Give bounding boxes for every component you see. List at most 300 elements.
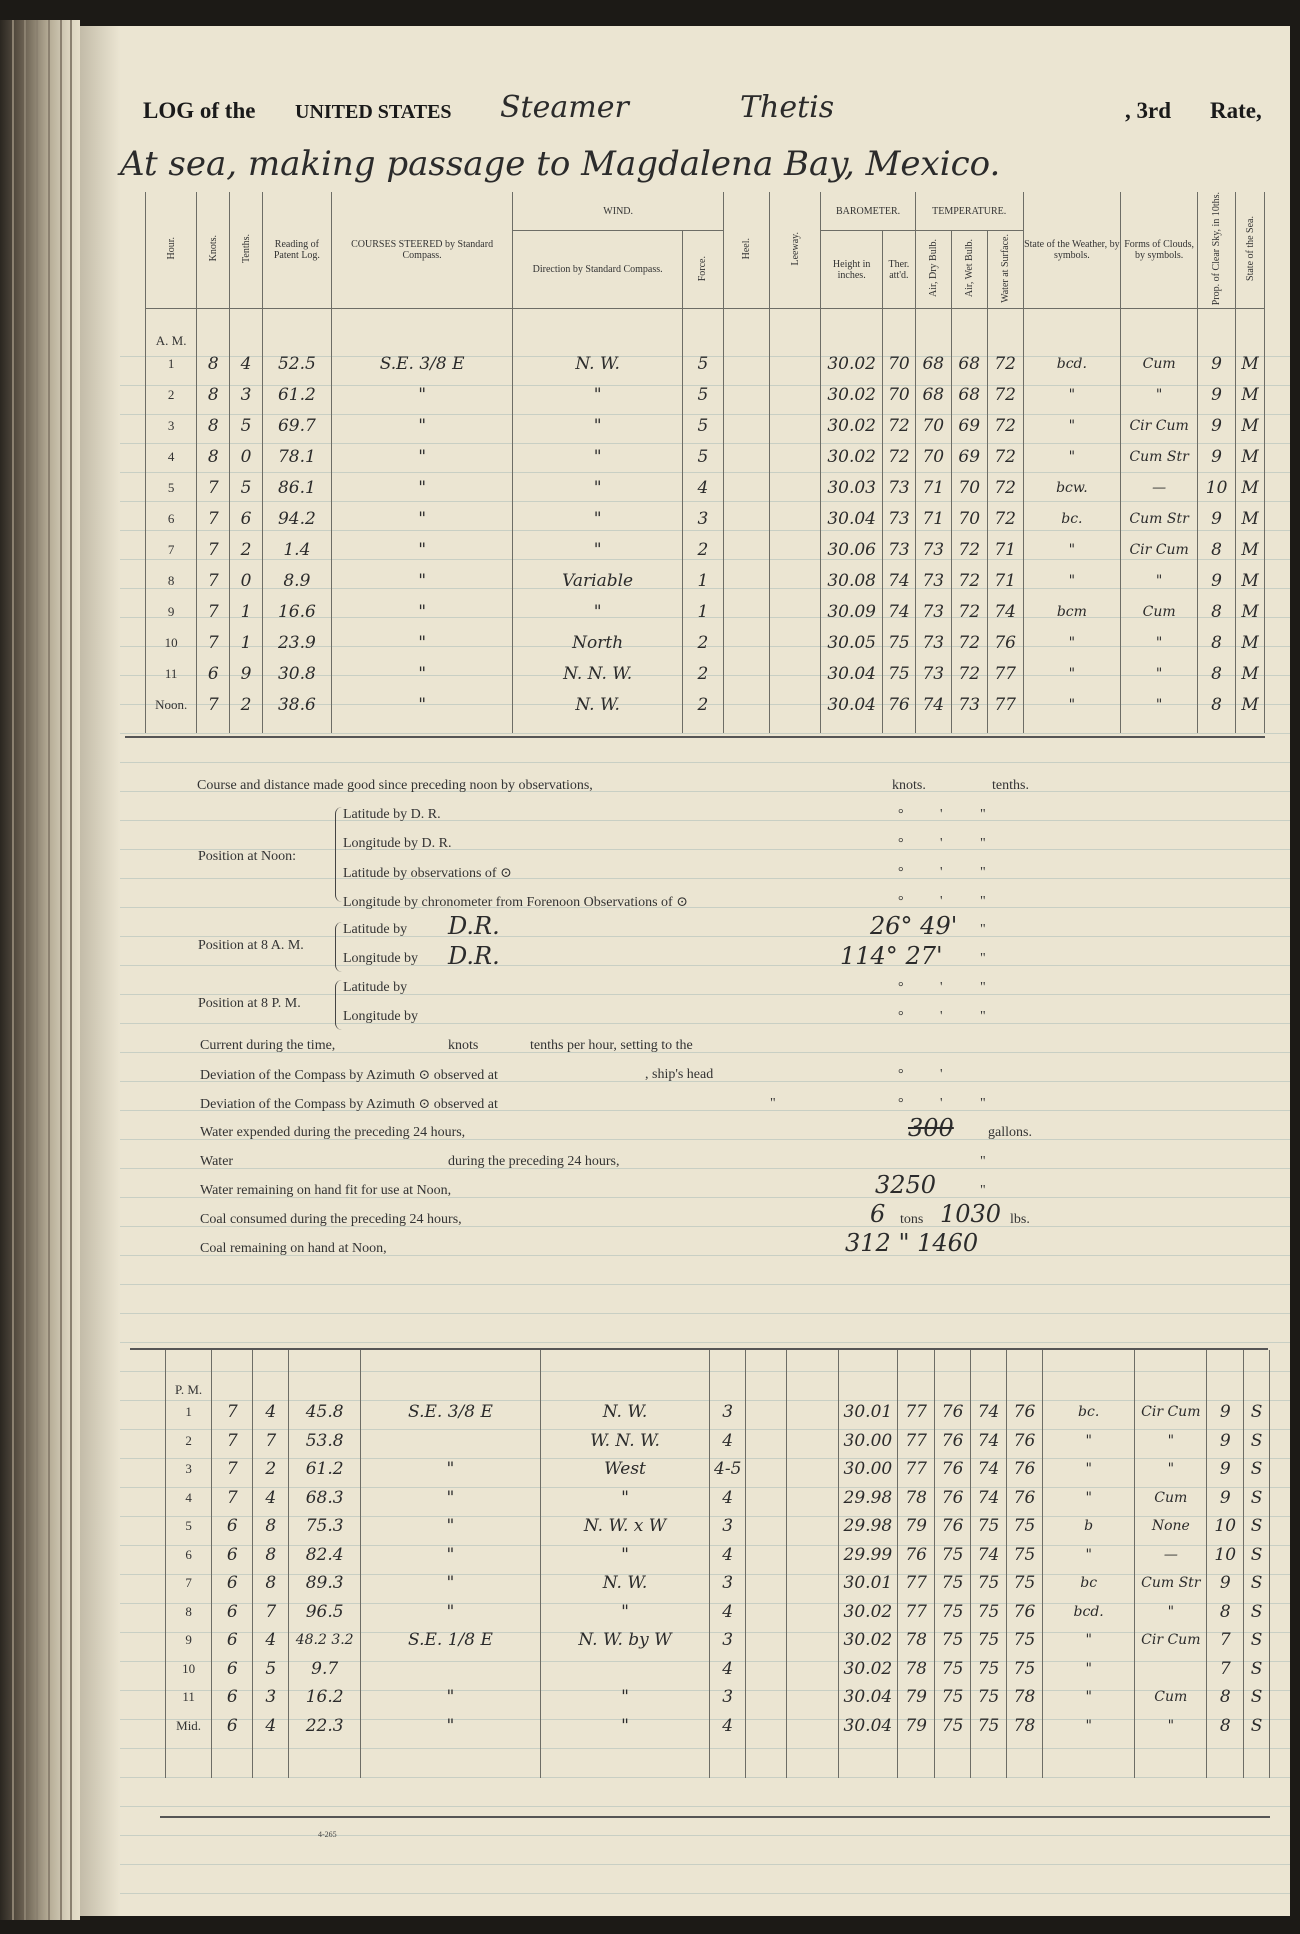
cell-ther: 78 bbox=[898, 1484, 935, 1513]
unit-mark: " bbox=[980, 922, 986, 937]
cell-dry: 73 bbox=[915, 628, 951, 659]
cell-baro: 30.03 bbox=[821, 473, 883, 504]
cell-wind-dir: " bbox=[513, 504, 682, 535]
col-wind-direction: Direction by Standard Compass. bbox=[513, 231, 682, 309]
cell-wind-dir: N. N. W. bbox=[513, 659, 682, 690]
am-table-bottom-rule bbox=[125, 736, 1265, 738]
cell-sky: 9 bbox=[1198, 349, 1236, 380]
cell-leeway bbox=[787, 1655, 838, 1684]
cell-force: 3 bbox=[710, 1569, 746, 1598]
cell-tenths: 4 bbox=[253, 1626, 289, 1655]
cell-force: 3 bbox=[682, 504, 723, 535]
cell-sea: M bbox=[1236, 535, 1265, 566]
cell-knots: 7 bbox=[197, 535, 230, 566]
cell-tenths: 8 bbox=[253, 1512, 289, 1541]
ruled-line bbox=[120, 1342, 1290, 1343]
cell-tenths: 3 bbox=[253, 1683, 289, 1712]
col-leeway: Leeway. bbox=[770, 192, 821, 309]
cell-log: 8.9 bbox=[263, 566, 332, 597]
cell-course bbox=[361, 1427, 541, 1456]
knots-label: knots. bbox=[892, 778, 926, 793]
cell-hour: 7 bbox=[166, 1569, 212, 1598]
cell-ther: 73 bbox=[882, 504, 915, 535]
cell-heel bbox=[746, 1683, 787, 1712]
table-row bbox=[146, 442, 1265, 473]
cell-water: 78 bbox=[1007, 1712, 1043, 1741]
current-knots-label: knots bbox=[448, 1038, 479, 1053]
cell-heel bbox=[723, 411, 769, 442]
table-row bbox=[166, 1683, 1270, 1712]
cell-tenths: 5 bbox=[230, 473, 263, 504]
col-tenths: Tenths. bbox=[230, 192, 263, 309]
cell-dry: 74 bbox=[915, 690, 951, 721]
cell-sea: S bbox=[1244, 1683, 1270, 1712]
cell-clouds: " bbox=[1121, 380, 1198, 411]
cell-hour: 9 bbox=[166, 1626, 212, 1655]
cell-baro: 30.01 bbox=[838, 1569, 898, 1598]
cell-dry: 76 bbox=[935, 1427, 971, 1456]
cell-weather: " bbox=[1023, 566, 1121, 597]
cell-sky: 10 bbox=[1207, 1541, 1244, 1570]
ruled-line bbox=[120, 1893, 1290, 1894]
cell-knots: 8 bbox=[197, 442, 230, 473]
lat-by-8am-label: Latitude by bbox=[343, 922, 408, 937]
position-8am-label: Position at 8 A. M. bbox=[198, 938, 304, 953]
cell-dry: 75 bbox=[935, 1683, 971, 1712]
cell-leeway bbox=[787, 1484, 838, 1513]
lat-8am-value: 26° 49' bbox=[870, 912, 958, 940]
cell-leeway bbox=[787, 1541, 838, 1570]
cell-ther: 73 bbox=[882, 473, 915, 504]
book-spine bbox=[0, 20, 80, 1920]
cell-sky: 9 bbox=[1207, 1427, 1244, 1456]
cell-heel bbox=[746, 1427, 787, 1456]
cell-hour: 9 bbox=[146, 597, 197, 628]
cell-baro: 30.04 bbox=[821, 504, 883, 535]
cell-force: 2 bbox=[682, 535, 723, 566]
ditto-mark: " bbox=[980, 1154, 986, 1169]
cell-force: 1 bbox=[682, 597, 723, 628]
cell-sky: 9 bbox=[1198, 504, 1236, 535]
cell-sky: 9 bbox=[1207, 1484, 1244, 1513]
cell-leeway bbox=[770, 535, 821, 566]
cell-weather: " bbox=[1023, 535, 1121, 566]
ruled-line bbox=[120, 1313, 1290, 1314]
cell-wet: 74 bbox=[971, 1398, 1007, 1427]
table-row bbox=[146, 597, 1265, 628]
cell-tenths: 4 bbox=[230, 349, 263, 380]
cell-heel bbox=[723, 380, 769, 411]
cell-sea: S bbox=[1244, 1598, 1270, 1627]
cell-ther: 77 bbox=[898, 1427, 935, 1456]
cell-tenths: 7 bbox=[253, 1598, 289, 1627]
cell-hour: 10 bbox=[146, 628, 197, 659]
cell-hour: 4 bbox=[146, 442, 197, 473]
cell-sea: S bbox=[1244, 1484, 1270, 1513]
cell-clouds: — bbox=[1121, 473, 1198, 504]
unit-mark: ' bbox=[940, 1096, 943, 1111]
cell-wet: 75 bbox=[971, 1655, 1007, 1684]
cell-sky: 9 bbox=[1207, 1455, 1244, 1484]
cell-hour: 11 bbox=[166, 1683, 212, 1712]
cell-tenths: 4 bbox=[253, 1484, 289, 1513]
cell-wind-dir: " bbox=[540, 1598, 709, 1627]
col-baro-ther: Ther. att'd. bbox=[882, 231, 915, 309]
col-hour: Hour. bbox=[146, 192, 197, 309]
cell-weather: b bbox=[1042, 1512, 1134, 1541]
cell-leeway bbox=[787, 1683, 838, 1712]
cell-clouds: Cum bbox=[1135, 1484, 1207, 1513]
cell-tenths: 1 bbox=[230, 597, 263, 628]
unit-mark: " bbox=[980, 894, 986, 909]
cell-hour: 6 bbox=[146, 504, 197, 535]
cell-ther: 78 bbox=[898, 1655, 935, 1684]
cell-sky: 10 bbox=[1198, 473, 1236, 504]
cell-dry: 68 bbox=[915, 349, 951, 380]
cell-sky: 8 bbox=[1207, 1712, 1244, 1741]
cell-sky: 7 bbox=[1207, 1626, 1244, 1655]
cell-knots: 7 bbox=[212, 1427, 253, 1456]
unit-mark: ° bbox=[898, 980, 904, 995]
cell-tenths: 9 bbox=[230, 659, 263, 690]
table-row bbox=[146, 380, 1265, 411]
cell-sky: 8 bbox=[1198, 597, 1236, 628]
cell-force: 5 bbox=[682, 349, 723, 380]
cell-weather: " bbox=[1042, 1626, 1134, 1655]
cell-wind-dir: " bbox=[513, 442, 682, 473]
coal-tons-value: 6 bbox=[870, 1200, 886, 1228]
cell-log: 1.4 bbox=[263, 535, 332, 566]
unit-mark: ' bbox=[940, 807, 943, 822]
cell-water: 72 bbox=[987, 411, 1023, 442]
cell-course: " bbox=[361, 1598, 541, 1627]
unit-mark: " bbox=[980, 1096, 986, 1111]
ruled-line bbox=[120, 762, 1290, 763]
current-tenths-label: tenths per hour, setting to the bbox=[530, 1038, 693, 1053]
coal-consumed-label: Coal consumed during the preceding 24 hours, bbox=[200, 1212, 462, 1227]
cell-hour: 8 bbox=[146, 566, 197, 597]
unit-mark: " bbox=[980, 865, 986, 880]
cell-ther: 73 bbox=[882, 535, 915, 566]
ruled-line bbox=[120, 878, 1290, 879]
cell-heel bbox=[723, 473, 769, 504]
cell-sky: 8 bbox=[1198, 535, 1236, 566]
cell-heel bbox=[723, 566, 769, 597]
water-remaining-label: Water remaining on hand fit for use at Noon, bbox=[200, 1183, 452, 1198]
cell-hour: 6 bbox=[166, 1541, 212, 1570]
cell-weather: " bbox=[1023, 442, 1121, 473]
cell-water: 72 bbox=[987, 473, 1023, 504]
col-knots: Knots. bbox=[197, 192, 230, 309]
cell-sea: S bbox=[1244, 1455, 1270, 1484]
cell-knots: 7 bbox=[197, 628, 230, 659]
cell-baro: 30.08 bbox=[821, 566, 883, 597]
ruled-line bbox=[120, 820, 1290, 821]
col-barometer: BAROMETER. bbox=[821, 192, 915, 231]
cell-sea: M bbox=[1236, 566, 1265, 597]
cell-clouds: Cum bbox=[1121, 597, 1198, 628]
cell-heel bbox=[723, 349, 769, 380]
cell-wind-dir: N. W. x W bbox=[540, 1512, 709, 1541]
cell-tenths: 4 bbox=[253, 1712, 289, 1741]
am-label: A. M. bbox=[146, 309, 197, 349]
cell-wet: 69 bbox=[951, 442, 987, 473]
cell-heel bbox=[746, 1455, 787, 1484]
cell-log: 96.5 bbox=[289, 1598, 361, 1627]
cell-course: S.E. 1/8 E bbox=[361, 1626, 541, 1655]
unit-mark: " bbox=[980, 807, 986, 822]
cell-baro: 30.02 bbox=[821, 442, 883, 473]
cell-sky: 9 bbox=[1198, 380, 1236, 411]
cell-course: " bbox=[361, 1569, 541, 1598]
cell-dry: 70 bbox=[915, 442, 951, 473]
cell-knots: 6 bbox=[212, 1626, 253, 1655]
cell-force: 4 bbox=[710, 1427, 746, 1456]
cell-heel bbox=[723, 628, 769, 659]
ships-head-label: , ship's head bbox=[645, 1067, 714, 1082]
cell-clouds: None bbox=[1135, 1512, 1207, 1541]
cell-leeway bbox=[770, 504, 821, 535]
cell-log: 69.7 bbox=[263, 411, 332, 442]
cell-wind-dir: " bbox=[513, 411, 682, 442]
cell-water: 75 bbox=[1007, 1541, 1043, 1570]
cell-hour: 11 bbox=[146, 659, 197, 690]
cell-heel bbox=[746, 1598, 787, 1627]
cell-knots: 6 bbox=[212, 1712, 253, 1741]
cell-leeway bbox=[770, 628, 821, 659]
cell-weather: " bbox=[1023, 628, 1121, 659]
cell-course: " bbox=[331, 473, 513, 504]
unit-mark: ° bbox=[898, 1009, 904, 1024]
cell-knots: 8 bbox=[197, 349, 230, 380]
cell-heel bbox=[723, 690, 769, 721]
cell-wet: 75 bbox=[971, 1512, 1007, 1541]
cell-dry: 75 bbox=[935, 1626, 971, 1655]
current-label: Current during the time, bbox=[200, 1038, 336, 1053]
cell-heel bbox=[746, 1512, 787, 1541]
cell-leeway bbox=[787, 1427, 838, 1456]
cell-log: 78.1 bbox=[263, 442, 332, 473]
unit-mark: ° bbox=[898, 1067, 904, 1082]
cell-baro: 30.02 bbox=[821, 380, 883, 411]
cell-heel bbox=[746, 1569, 787, 1598]
cell-heel bbox=[746, 1626, 787, 1655]
cell-knots: 7 bbox=[197, 690, 230, 721]
cell-sea: S bbox=[1244, 1541, 1270, 1570]
cell-wet: 72 bbox=[951, 566, 987, 597]
cell-sky: 9 bbox=[1207, 1569, 1244, 1598]
cell-water: 71 bbox=[987, 566, 1023, 597]
cell-force: 3 bbox=[710, 1683, 746, 1712]
position-noon-brace bbox=[335, 807, 342, 902]
tenths-label: tenths. bbox=[992, 778, 1029, 793]
ditto-mark: " bbox=[980, 1183, 986, 1198]
col-temperature: TEMPERATURE. bbox=[915, 192, 1023, 231]
cell-baro: 29.98 bbox=[838, 1512, 898, 1541]
cell-dry: 68 bbox=[915, 380, 951, 411]
cell-course: " bbox=[361, 1455, 541, 1484]
cell-wet: 70 bbox=[951, 504, 987, 535]
cell-dry: 73 bbox=[915, 535, 951, 566]
cell-sea: S bbox=[1244, 1427, 1270, 1456]
cell-water: 75 bbox=[1007, 1626, 1043, 1655]
cell-sea: M bbox=[1236, 690, 1265, 721]
cell-hour: 3 bbox=[146, 411, 197, 442]
cell-log: 61.2 bbox=[263, 380, 332, 411]
cell-hour: 1 bbox=[166, 1398, 212, 1427]
cell-tenths: 2 bbox=[230, 690, 263, 721]
cell-water: 75 bbox=[1007, 1512, 1043, 1541]
cell-wind-dir: " bbox=[513, 380, 682, 411]
cell-wet: 74 bbox=[971, 1541, 1007, 1570]
cell-clouds: " bbox=[1135, 1712, 1207, 1741]
cell-ther: 72 bbox=[882, 442, 915, 473]
cell-weather: " bbox=[1023, 690, 1121, 721]
cell-dry: 75 bbox=[935, 1569, 971, 1598]
cell-sky: 9 bbox=[1198, 566, 1236, 597]
cell-tenths: 4 bbox=[253, 1398, 289, 1427]
table-row bbox=[146, 628, 1265, 659]
cell-water: 75 bbox=[1007, 1655, 1043, 1684]
cell-force: 3 bbox=[710, 1398, 746, 1427]
table-row bbox=[146, 535, 1265, 566]
cell-weather: " bbox=[1042, 1484, 1134, 1513]
cell-weather: " bbox=[1023, 411, 1121, 442]
cell-course: " bbox=[331, 411, 513, 442]
lat-obs-label: Latitude by observations of ⊙ bbox=[343, 866, 512, 881]
cell-wind-dir: Variable bbox=[513, 566, 682, 597]
cell-heel bbox=[746, 1541, 787, 1570]
cell-force: 2 bbox=[682, 690, 723, 721]
cell-sky: 8 bbox=[1207, 1598, 1244, 1627]
cell-dry: 75 bbox=[935, 1655, 971, 1684]
cell-ther: 74 bbox=[882, 597, 915, 628]
cell-hour: 8 bbox=[166, 1598, 212, 1627]
cell-weather: bcd. bbox=[1023, 349, 1121, 380]
cell-log: 75.3 bbox=[289, 1512, 361, 1541]
cell-clouds: — bbox=[1135, 1541, 1207, 1570]
cell-dry: 76 bbox=[935, 1398, 971, 1427]
cell-sea: M bbox=[1236, 349, 1265, 380]
cell-water: 76 bbox=[1007, 1455, 1043, 1484]
cell-force: 4 bbox=[710, 1484, 746, 1513]
ruled-line bbox=[120, 733, 1290, 734]
cell-wet: 74 bbox=[971, 1455, 1007, 1484]
cell-sea: M bbox=[1236, 597, 1265, 628]
unit-mark: ' bbox=[940, 1067, 943, 1082]
vessel-name: Thetis bbox=[740, 90, 835, 125]
cell-wet: 75 bbox=[971, 1598, 1007, 1627]
cell-clouds: Cir Cum bbox=[1121, 535, 1198, 566]
cell-sea: M bbox=[1236, 473, 1265, 504]
cell-course: " bbox=[331, 690, 513, 721]
log-page bbox=[80, 26, 1290, 1916]
cell-wet: 74 bbox=[971, 1484, 1007, 1513]
cell-tenths: 5 bbox=[230, 411, 263, 442]
cell-leeway bbox=[770, 380, 821, 411]
table-row bbox=[166, 1427, 1270, 1456]
cell-water: 76 bbox=[987, 628, 1023, 659]
cell-force: 5 bbox=[682, 380, 723, 411]
cell-clouds bbox=[1135, 1655, 1207, 1684]
cell-baro: 30.09 bbox=[821, 597, 883, 628]
cell-baro: 30.04 bbox=[838, 1712, 898, 1741]
cell-course: " bbox=[331, 535, 513, 566]
col-air-dry: Air, Dry Bulb. bbox=[915, 231, 951, 309]
table-row bbox=[166, 1712, 1270, 1741]
cell-sea: S bbox=[1244, 1398, 1270, 1427]
cell-clouds: Cum Str bbox=[1135, 1569, 1207, 1598]
lat-by-8pm-label: Latitude by bbox=[343, 980, 408, 995]
cell-clouds: " bbox=[1121, 628, 1198, 659]
cell-knots: 6 bbox=[197, 659, 230, 690]
cell-force: 4-5 bbox=[710, 1455, 746, 1484]
cell-tenths: 0 bbox=[230, 442, 263, 473]
cell-course: " bbox=[331, 566, 513, 597]
cell-heel bbox=[723, 504, 769, 535]
cell-hour: 3 bbox=[166, 1455, 212, 1484]
cell-wet: 69 bbox=[951, 411, 987, 442]
cell-ther: 75 bbox=[882, 628, 915, 659]
cell-sky: 8 bbox=[1198, 628, 1236, 659]
cell-water: 72 bbox=[987, 442, 1023, 473]
cell-course: S.E. 3/8 E bbox=[331, 349, 513, 380]
unit-mark: ' bbox=[940, 865, 943, 880]
cell-wet: 75 bbox=[971, 1626, 1007, 1655]
pm-table-bottom-rule bbox=[160, 1816, 1270, 1818]
deviation-2-label: Deviation of the Compass by Azimuth ⊙ observed at bbox=[200, 1097, 498, 1112]
cell-sky: 8 bbox=[1207, 1683, 1244, 1712]
cell-ther: 77 bbox=[898, 1398, 935, 1427]
cell-ther: 77 bbox=[898, 1569, 935, 1598]
cell-knots: 6 bbox=[212, 1512, 253, 1541]
cell-course: " bbox=[361, 1683, 541, 1712]
table-row bbox=[146, 504, 1265, 535]
water-remaining-value: 3250 bbox=[875, 1171, 937, 1199]
cell-tenths: 6 bbox=[230, 504, 263, 535]
table-row bbox=[166, 1655, 1270, 1684]
cell-weather: bc. bbox=[1023, 504, 1121, 535]
cell-leeway bbox=[787, 1455, 838, 1484]
cell-water: 72 bbox=[987, 504, 1023, 535]
table-row bbox=[166, 1398, 1270, 1427]
ruled-line bbox=[120, 1023, 1290, 1024]
cell-weather: " bbox=[1042, 1712, 1134, 1741]
col-baro-height: Height in inches. bbox=[821, 231, 883, 309]
cell-sea: S bbox=[1244, 1512, 1270, 1541]
lat-dr-label: Latitude by D. R. bbox=[343, 807, 441, 822]
ruled-line bbox=[120, 965, 1290, 966]
cell-sea: M bbox=[1236, 442, 1265, 473]
cell-course: " bbox=[361, 1484, 541, 1513]
cell-wind-dir bbox=[540, 1655, 709, 1684]
cell-wind-dir: " bbox=[540, 1712, 709, 1741]
cell-leeway bbox=[770, 690, 821, 721]
cell-ther: 75 bbox=[882, 659, 915, 690]
cell-leeway bbox=[787, 1712, 838, 1741]
cell-log: 68.3 bbox=[289, 1484, 361, 1513]
cell-sky: 9 bbox=[1198, 442, 1236, 473]
cell-baro: 30.02 bbox=[838, 1655, 898, 1684]
vessel-type: Steamer bbox=[500, 90, 629, 125]
cell-weather: " bbox=[1042, 1427, 1134, 1456]
cell-knots: 7 bbox=[212, 1455, 253, 1484]
cell-log: 89.3 bbox=[289, 1569, 361, 1598]
unit-mark: ° bbox=[898, 807, 904, 822]
cell-hour: 1 bbox=[146, 349, 197, 380]
cell-tenths: 2 bbox=[253, 1455, 289, 1484]
long-chrono-label: Longitude by chronometer from Forenoon Observations of ⊙ bbox=[343, 895, 688, 910]
